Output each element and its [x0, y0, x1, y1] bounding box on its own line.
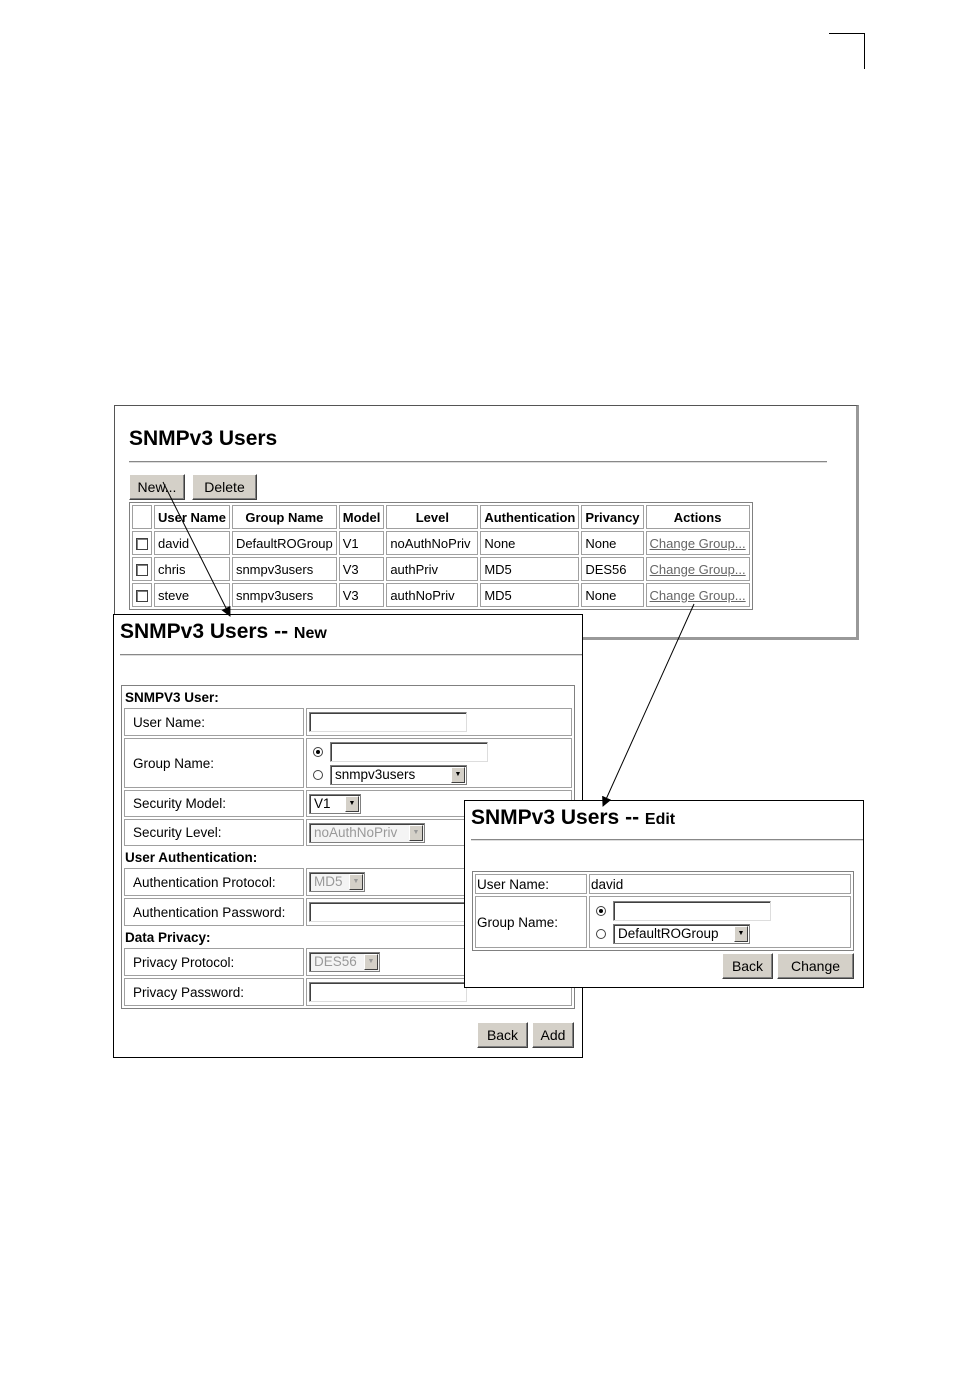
- privacy-cell: DES56: [581, 557, 643, 581]
- change-group-link[interactable]: Change Group...: [649, 535, 746, 551]
- level-cell: authPriv: [386, 557, 478, 581]
- column-header: Authentication: [480, 505, 579, 529]
- section-user-authentication: User Authentication:: [125, 849, 258, 865]
- dropdown-arrow-icon: ▼: [364, 954, 378, 970]
- dropdown-arrow-icon: ▼: [345, 796, 359, 812]
- delete-button[interactable]: Delete: [192, 474, 257, 500]
- model-cell: V3: [339, 557, 385, 581]
- edit-arrow: [603, 604, 694, 806]
- privacy-protocol-label: Privacy Protocol:: [124, 948, 304, 976]
- edit-user-name-value: david: [589, 874, 851, 894]
- change-button[interactable]: Change: [777, 953, 854, 979]
- column-header: Group Name: [232, 505, 337, 529]
- privacy-cell: None: [581, 531, 643, 555]
- model-cell: V1: [339, 531, 385, 555]
- dropdown-arrow-icon: ▼: [734, 926, 748, 942]
- new-title-suffix: New: [293, 625, 327, 642]
- column-header: Privancy: [581, 505, 643, 529]
- group-name-select-value: snmpv3users: [335, 766, 416, 782]
- new-title-text: SNMPv3 Users --: [120, 620, 294, 643]
- security-level-value: noAuthNoPriv: [314, 824, 398, 840]
- authentication-cell: MD5: [480, 557, 579, 581]
- auth-protocol-value: MD5: [314, 874, 343, 889]
- section-data-privacy: Data Privacy:: [125, 929, 211, 945]
- add-button[interactable]: Add: [532, 1022, 574, 1048]
- auth-protocol-label: Authentication Protocol:: [124, 868, 304, 896]
- authentication-cell: None: [480, 531, 579, 555]
- column-header: Level: [386, 505, 478, 529]
- column-header: Model: [339, 505, 385, 529]
- group-name-cell: snmpv3users: [232, 583, 337, 607]
- privacy-protocol-value: DES56: [314, 954, 357, 969]
- page-title: SNMPv3 Users: [129, 427, 278, 450]
- edit-group-name-label: Group Name:: [475, 896, 587, 948]
- edit-group-select-value: DefaultROGroup: [618, 925, 719, 941]
- auth-password-label: Authentication Password:: [124, 898, 304, 926]
- new-arrow: [163, 482, 230, 616]
- edit-title-suffix: Edit: [644, 811, 676, 828]
- privacy-cell: None: [581, 583, 643, 607]
- back-button[interactable]: Back: [477, 1022, 528, 1048]
- user-name-cell: steve: [154, 583, 230, 607]
- group-name-cell: snmpv3users: [232, 557, 337, 581]
- privacy-password-label: Privacy Password:: [124, 978, 304, 1006]
- column-header: User Name: [154, 505, 230, 529]
- change-group-link[interactable]: Change Group...: [649, 561, 746, 577]
- security-model-value: V1: [314, 795, 331, 811]
- authentication-cell: MD5: [480, 583, 579, 607]
- edit-back-button[interactable]: Back: [722, 953, 773, 979]
- dropdown-arrow-icon: ▼: [451, 767, 465, 783]
- column-header: Actions: [646, 505, 750, 529]
- change-group-link[interactable]: Change Group...: [649, 587, 746, 603]
- user-name-label: User Name:: [124, 708, 304, 736]
- group-name-cell: DefaultROGroup: [232, 531, 337, 555]
- level-cell: authNoPriv: [386, 583, 478, 607]
- model-cell: V3: [339, 583, 385, 607]
- user-name-cell: chris: [154, 557, 230, 581]
- section-snmpv3-user: SNMPV3 User:: [125, 689, 219, 705]
- edit-user-name-label: User Name:: [475, 874, 587, 894]
- dropdown-arrow-icon: ▼: [409, 825, 423, 841]
- dropdown-arrow-icon: ▼: [349, 874, 363, 890]
- new-button[interactable]: New...: [129, 474, 185, 500]
- security-level-label: Security Level:: [124, 819, 304, 846]
- level-cell: noAuthNoPriv: [386, 531, 478, 555]
- group-name-label: Group Name:: [124, 738, 304, 788]
- security-model-label: Security Model:: [124, 790, 304, 817]
- user-name-cell: david: [154, 531, 230, 555]
- edit-title-text: SNMPv3 Users --: [471, 806, 645, 829]
